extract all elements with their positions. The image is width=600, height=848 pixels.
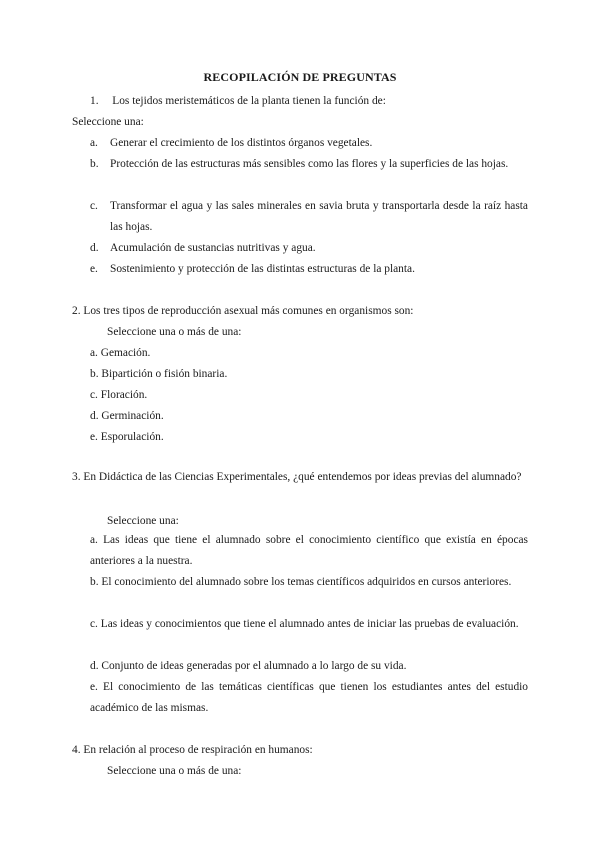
question-3-option-c: c. Las ideas y conocimientos que tiene el alumnado antes de iniciar las pruebas de evaluación. [90, 618, 519, 630]
question-2-option-d: d. Germinación. [90, 410, 164, 422]
question-3-option-d: d. Conjunto de ideas generadas por el alumnado a lo largo de su vida. [90, 660, 407, 672]
question-3-option-a: a. Las ideas que tiene el alumnado sobre el conocimiento científico que existía en épocas anteriores a la nuestra. [90, 534, 528, 567]
page-title: RECOPILACIÓN DE PREGUNTAS [203, 70, 397, 84]
question-3-option-e: e. El conocimiento de las temáticas científicas que tienen los estudiantes antes del estudio académico de las mismas. [90, 681, 528, 714]
option-text: Acumulación de sustancias nutritivas y agua. [110, 242, 316, 254]
question-1-prompt: Seleccione una: [72, 116, 144, 128]
question-2-option-c: c. Floración. [90, 389, 148, 401]
question-1-text [90, 91, 386, 112]
question-1-option-a [90, 133, 528, 154]
question-2-option-b: b. Bipartición o fisión binaria. [90, 368, 228, 380]
question-1-option-e [90, 259, 528, 280]
option-text: Generar el crecimiento de los distintos órganos vegetales. [110, 137, 373, 149]
question-1-option-b [90, 154, 528, 175]
option-letter: c. [90, 200, 98, 212]
option-letter: d. [90, 242, 99, 254]
question-4-text [72, 740, 313, 761]
option-letter: e. [90, 263, 98, 275]
question-3-prompt: Seleccione una: [107, 515, 179, 527]
option-text: Transformar el agua y las sales minerales en savia bruta y transportarla desde la raíz hasta las hojas. [110, 200, 528, 233]
question-number: 1. [90, 95, 99, 107]
question-statement: Los tejidos meristemáticos de la planta tienen la función de: [112, 95, 386, 107]
question-2-text [72, 301, 413, 322]
question-statement: En Didáctica de las Ciencias Experimentales, ¿qué entendemos por ideas previas del alumnado? [83, 471, 522, 483]
question-2-prompt: Seleccione una o más de una: [107, 326, 242, 338]
question-1-option-d [90, 238, 528, 259]
question-number: 4. [72, 744, 81, 756]
question-3-option-b: b. El conocimiento del alumnado sobre los temas científicos adquiridos en cursos anteriores. [90, 576, 512, 588]
question-1-option-c [90, 196, 528, 238]
question-number: 3. [72, 471, 81, 483]
question-statement: Los tres tipos de reproducción asexual más comunes en organismos son: [83, 305, 414, 317]
option-letter: b. [90, 158, 99, 170]
question-2-option-a: a. Gemación. [90, 347, 151, 359]
question-number: 2. [72, 305, 81, 317]
question-4-prompt: Seleccione una o más de una: [107, 765, 242, 777]
question-statement: En relación al proceso de respiración en humanos: [83, 744, 313, 756]
question-2-option-e: e. Esporulación. [90, 431, 164, 443]
question-3-text [72, 467, 528, 488]
option-letter: a. [90, 137, 98, 149]
option-text: Protección de las estructuras más sensibles como las flores y la superficies de las hojas. [110, 158, 509, 170]
option-text: Sostenimiento y protección de las distintas estructuras de la planta. [110, 263, 415, 275]
